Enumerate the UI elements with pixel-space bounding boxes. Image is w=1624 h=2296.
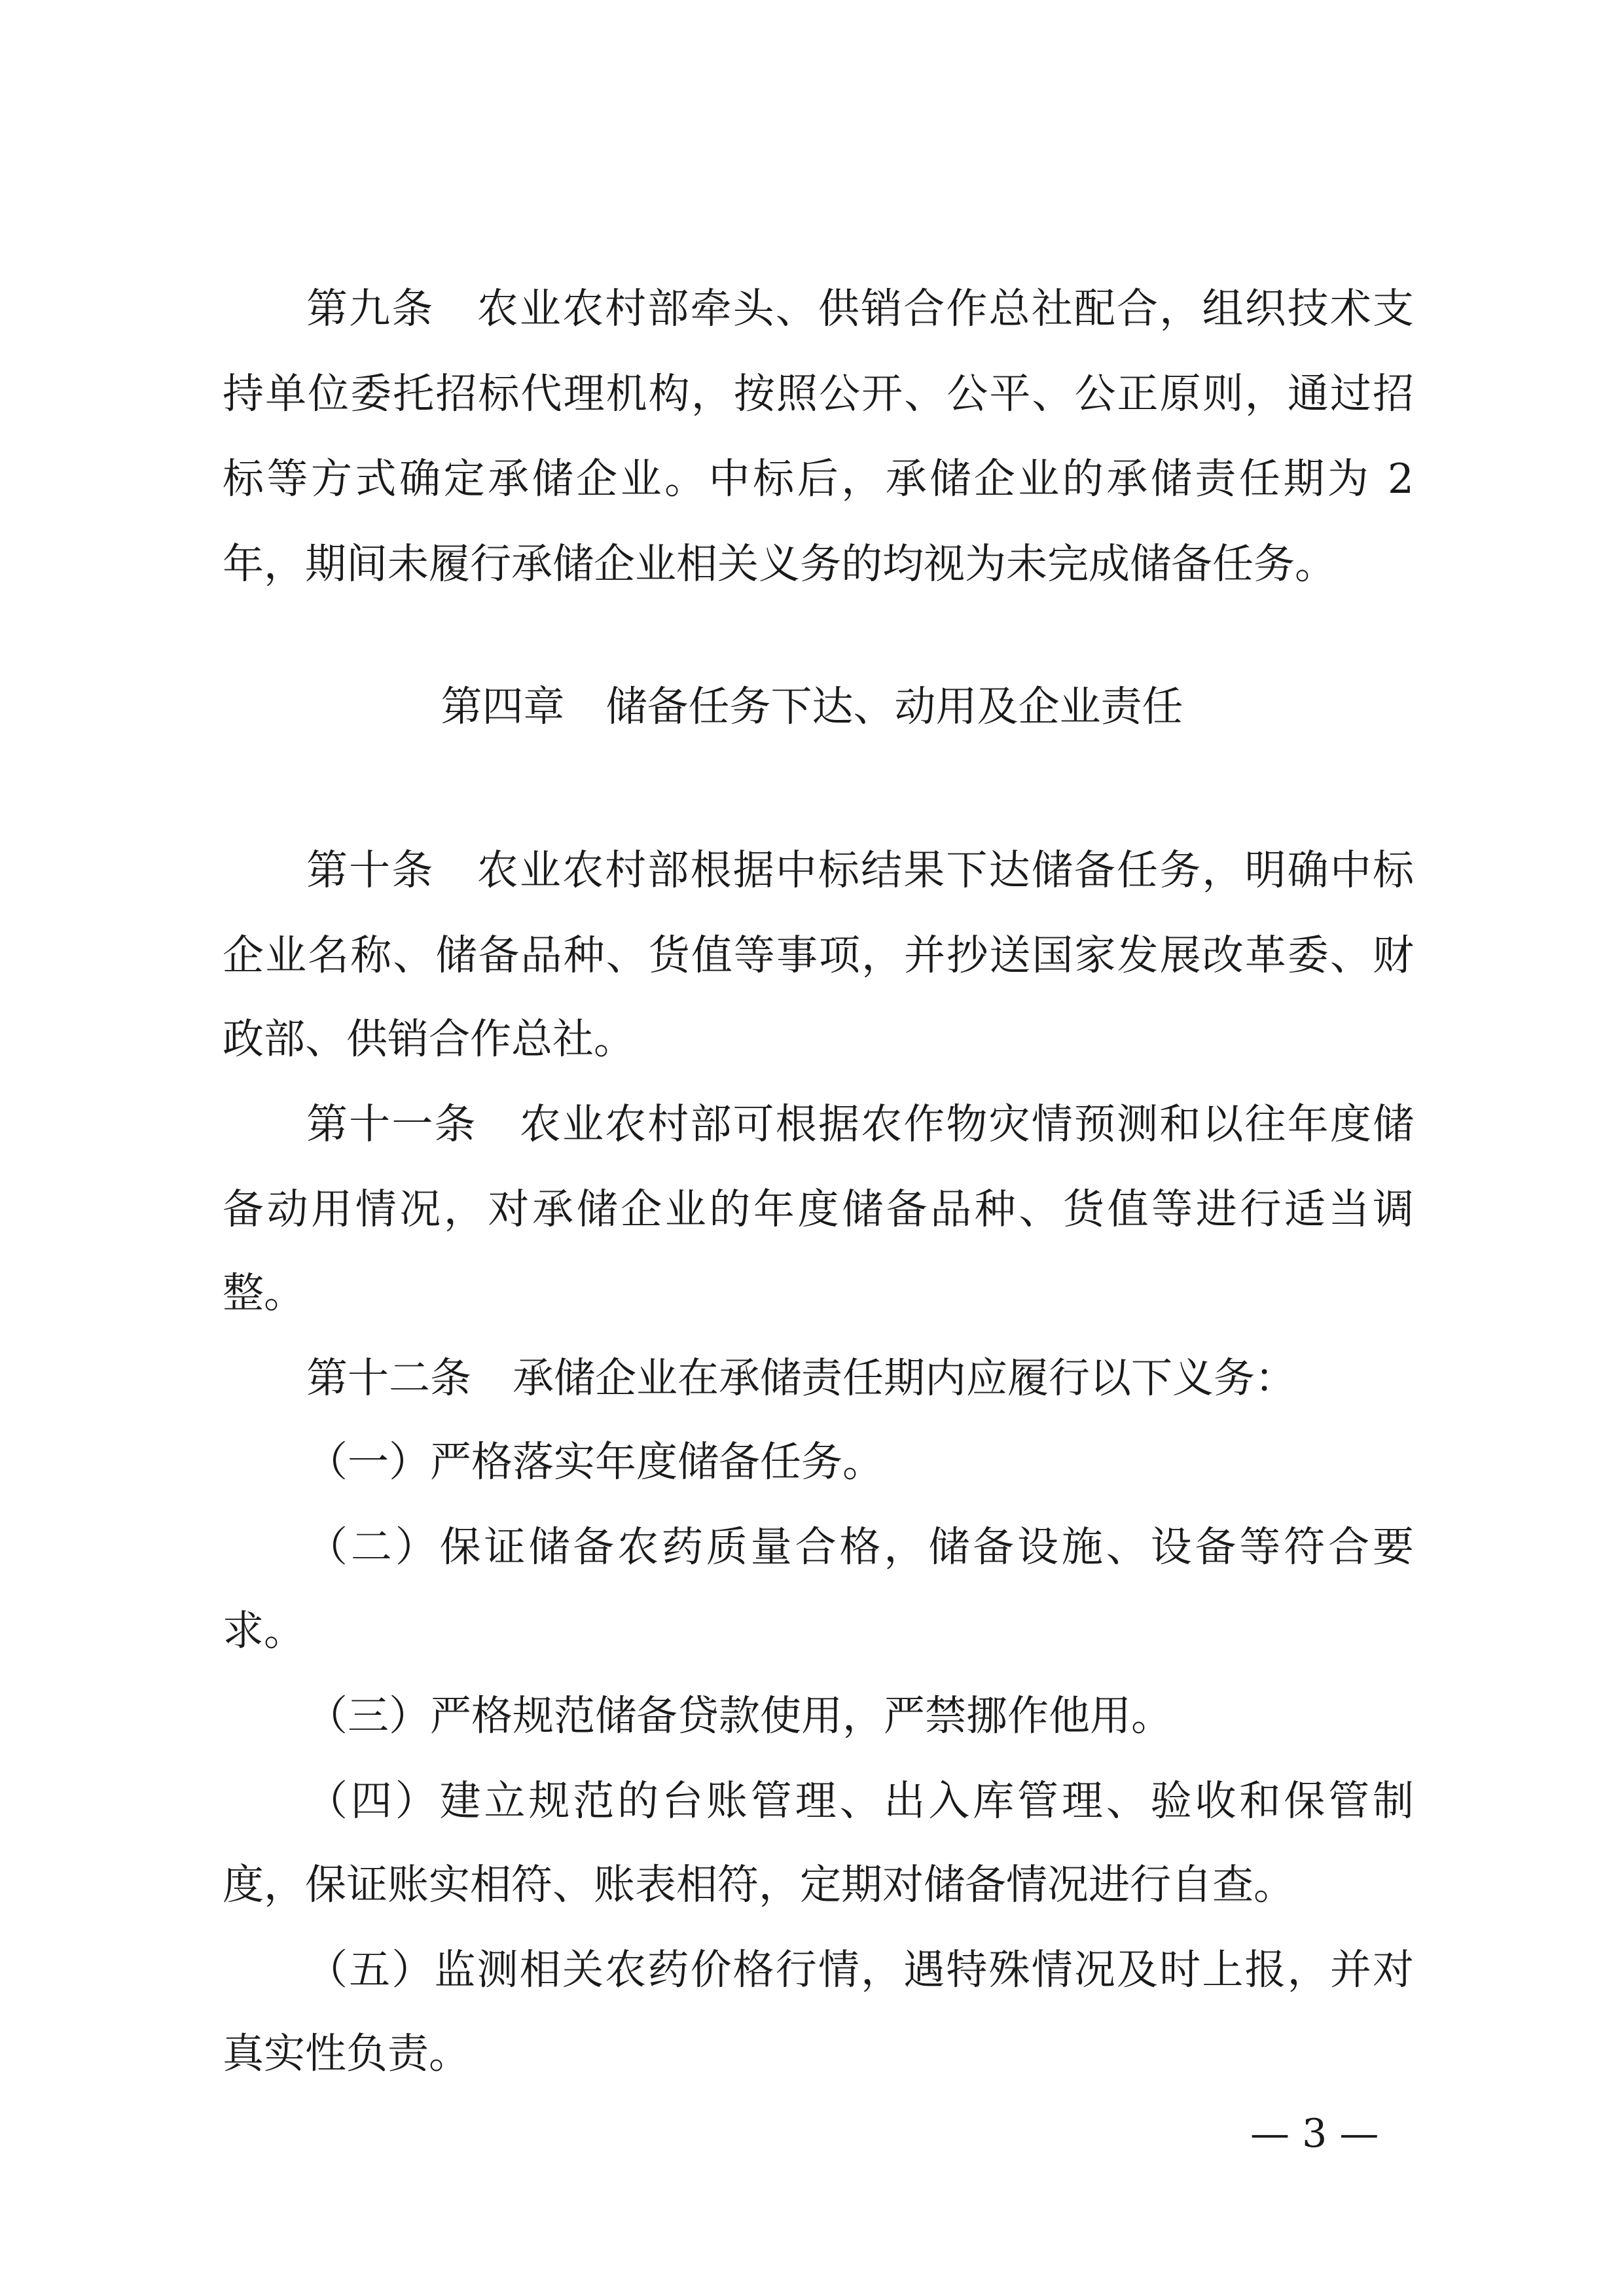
article-10-line-2: 企业名称、储备品种、货值等事项，并抄送国家发展改革委、财 xyxy=(223,931,1414,979)
article-12-item-5-line-1: （五）监测相关农药价格行情，遇特殊情况及时上报，并对 xyxy=(306,1946,1414,1994)
article-12-item-1: （一）严格落实年度储备任务。 xyxy=(306,1438,884,1486)
article-11-line-3: 整。 xyxy=(223,1269,305,1317)
article-9-line-3: 标等方式确定承储企业。中标后，承储企业的承储责任期为 2 xyxy=(223,455,1414,503)
chapter-heading: 第四章 储备任务下达、动用及企业责任 xyxy=(441,683,1183,730)
article-11-line-2: 备动用情况，对承储企业的年度储备品种、货值等进行适当调 xyxy=(223,1185,1414,1233)
article-12-item-2-line-2: 求。 xyxy=(223,1607,305,1655)
article-10-line-1: 第十条 农业农村部根据中标结果下达储备任务，明确中标 xyxy=(306,846,1414,894)
page-number: — 3 — xyxy=(1250,2111,1379,2157)
article-12-item-2-line-1: （二）保证储备农药质量合格，储备设施、设备等符合要 xyxy=(306,1523,1414,1571)
article-12-line-1: 第十二条 承储企业在承储责任期内应履行以下义务： xyxy=(306,1354,1296,1402)
article-12-item-4-line-1: （四）建立规范的台账管理、出入库管理、验收和保管制 xyxy=(306,1777,1414,1825)
article-11-line-1: 第十一条 农业农村部可根据农作物灾情预测和以往年度储 xyxy=(306,1100,1414,1148)
article-12-item-4-line-2: 度，保证账实相符、账表相符，定期对储备情况进行自查。 xyxy=(223,1861,1295,1909)
article-12-item-5-line-2: 真实性负责。 xyxy=(223,2030,470,2077)
article-12-item-3: （三）严格规范储备贷款使用，严禁挪作他用。 xyxy=(306,1692,1172,1740)
article-9-line-4: 年，期间未履行承储企业相关义务的均视为未完成储备任务。 xyxy=(223,540,1336,588)
article-9-line-1: 第九条 农业农村部牵头、供销合作总社配合，组织技术支 xyxy=(306,285,1414,332)
article-9-line-2: 持单位委托招标代理机构，按照公开、公平、公正原则，通过招 xyxy=(223,370,1414,418)
article-10-line-3: 政部、供销合作总社。 xyxy=(223,1015,635,1063)
